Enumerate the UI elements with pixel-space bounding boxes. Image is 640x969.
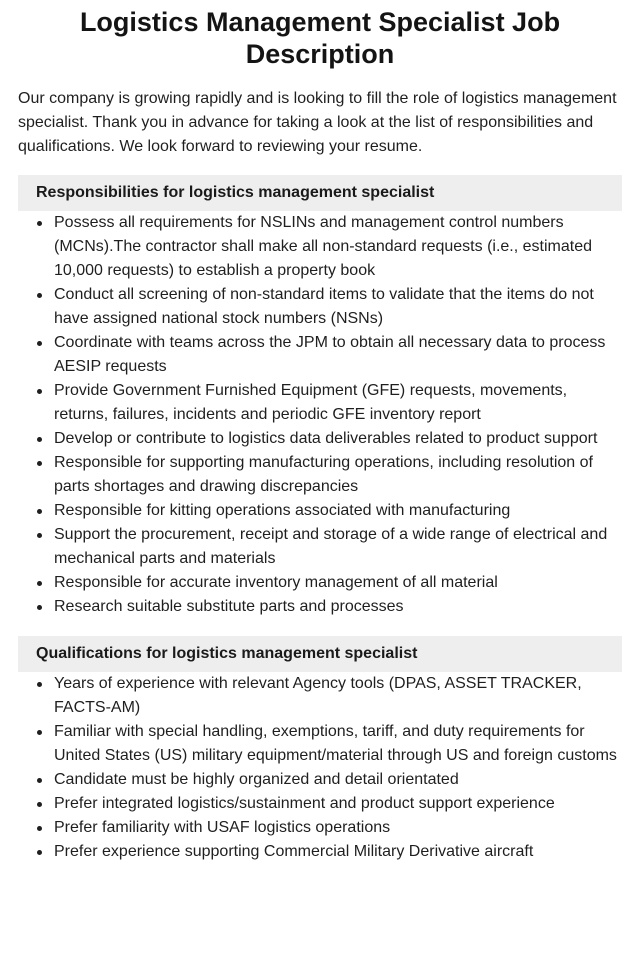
- list-item: [18, 595, 622, 619]
- list-item: [18, 571, 622, 595]
- page-title: Logistics Management Specialist Job Description: [79, 7, 561, 69]
- list-item-text: Coordinate with teams across the JPM to obtain all necessary data to process AESIP requests: [54, 334, 606, 375]
- bullet-icon: [37, 461, 42, 466]
- list-item: [18, 840, 622, 864]
- bullet-icon: [37, 605, 42, 610]
- list-item: [18, 331, 622, 379]
- list-item-text: Responsible for kitting operations associated with manufacturing: [54, 502, 511, 519]
- list-item: [18, 451, 622, 499]
- bullet-icon: [37, 437, 42, 442]
- bullet-icon: [37, 850, 42, 855]
- list-item-text: Prefer familiarity with USAF logistics operations: [54, 819, 391, 836]
- qualifications-heading: Qualifications for logistics management specialist: [18, 636, 622, 672]
- bullet-icon: [37, 802, 42, 807]
- bullet-icon: [37, 730, 42, 735]
- bullet-icon: [37, 293, 42, 298]
- list-item-text: Responsible for supporting manufacturing operations, including resolution of parts shortages and drawing discrepancies: [54, 454, 593, 495]
- bullet-icon: [37, 778, 42, 783]
- list-item: [18, 499, 622, 523]
- list-item-text: Responsible for accurate inventory management of all material: [54, 574, 498, 591]
- list-item: [18, 379, 622, 427]
- list-item-text: Prefer experience supporting Commercial Military Derivative aircraft: [54, 843, 534, 860]
- responsibilities-list: [18, 211, 622, 619]
- bullet-icon: [37, 509, 42, 514]
- list-item: [18, 672, 622, 720]
- list-item: [18, 816, 622, 840]
- bullet-icon: [37, 826, 42, 831]
- list-item: [18, 792, 622, 816]
- list-item-text: Prefer integrated logistics/sustainment and product support experience: [54, 795, 555, 812]
- list-item-text: Support the procurement, receipt and storage of a wide range of electrical and mechanical parts and materials: [54, 526, 608, 567]
- list-item: [18, 211, 622, 283]
- bullet-icon: [37, 221, 42, 226]
- list-item-text: Conduct all screening of non-standard items to validate that the items do not have assigned national stock numbers (NSNs): [54, 286, 594, 327]
- list-item: [18, 523, 622, 571]
- list-item-text: Develop or contribute to logistics data deliverables related to product support: [54, 430, 598, 447]
- bullet-icon: [37, 341, 42, 346]
- list-item: [18, 768, 622, 792]
- list-item-text: Research suitable substitute parts and processes: [54, 598, 404, 615]
- job-description-page: [0, 6, 640, 969]
- list-item: [18, 720, 622, 768]
- list-item: [18, 283, 622, 331]
- list-item-text: Possess all requirements for NSLINs and management control numbers (MCNs).The contractor shall make all non-standard requests (i.e., estimated 10,000 requests) to establish a property book: [54, 214, 592, 279]
- bullet-icon: [37, 533, 42, 538]
- list-item-text: Years of experience with relevant Agency tools (DPAS, ASSET TRACKER, FACTS-AM): [54, 675, 582, 716]
- intro-paragraph: Our company is growing rapidly and is looking to fill the role of logistics management specialist. Thank you in advance for taking a look at the list of responsibilities and qualifications. We look forward to reviewing your resume.: [18, 90, 617, 155]
- list-item-text: Provide Government Furnished Equipment (GFE) requests, movements, returns, failures, incidents and periodic GFE inventory report: [54, 382, 568, 423]
- bullet-icon: [37, 682, 42, 687]
- bullet-icon: [37, 389, 42, 394]
- list-item: [18, 427, 622, 451]
- responsibilities-heading: Responsibilities for logistics management specialist: [18, 175, 622, 211]
- list-item-text: Familiar with special handling, exemptions, tariff, and duty requirements for United States (US) military equipment/material through US and foreign customs: [54, 723, 617, 764]
- list-item-text: Candidate must be highly organized and detail orientated: [54, 771, 459, 788]
- bullet-icon: [37, 581, 42, 586]
- qualifications-list: [18, 672, 622, 864]
